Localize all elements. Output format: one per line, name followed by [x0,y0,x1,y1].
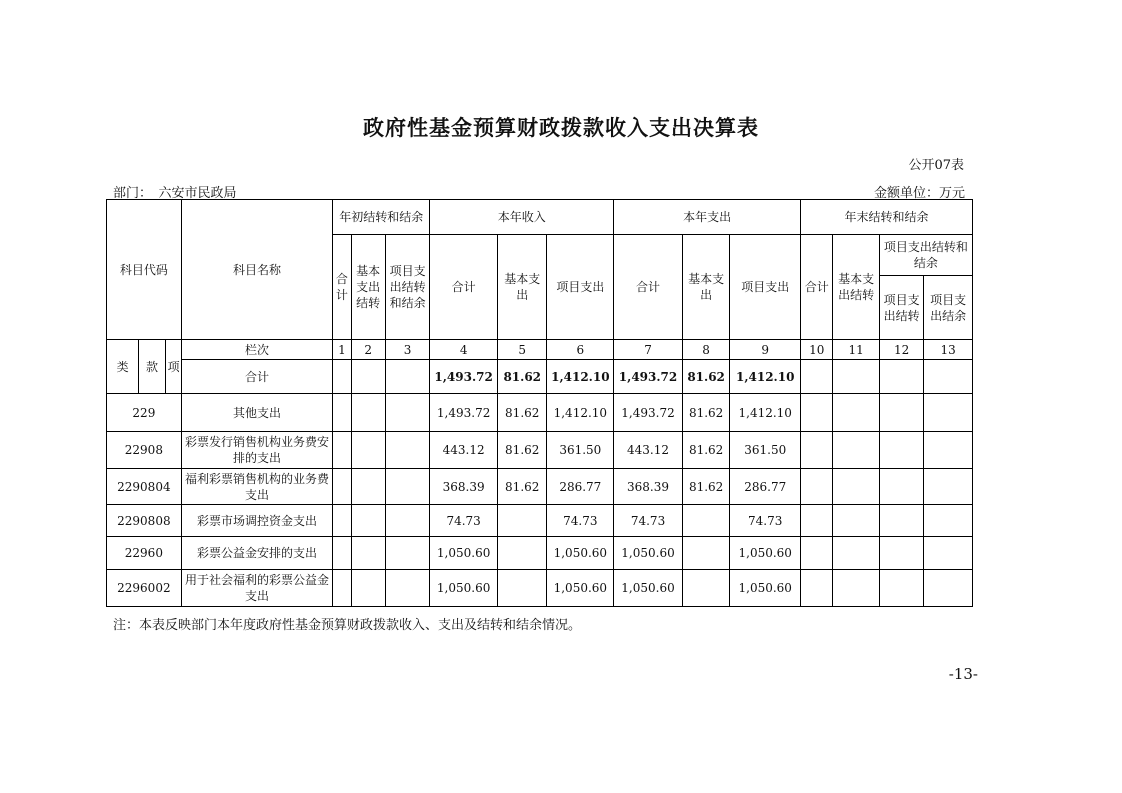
row-cell: 361.50 [547,432,614,469]
row-cell [351,505,385,537]
row-cell [833,469,879,505]
row-name: 其他支出 [181,394,333,432]
row-cell [682,570,729,607]
header-income-total: 合计 [430,235,498,340]
row-cell: 74.73 [430,505,498,537]
row-cell [333,469,351,505]
row-cell: 1,050.60 [547,537,614,570]
row-cell [351,469,385,505]
row-cell [385,394,429,432]
row-cell [333,505,351,537]
row-cell [879,537,923,570]
col-number: 2 [351,340,385,360]
total-cell: 81.62 [682,360,729,394]
row-cell [879,469,923,505]
row-cell: 1,493.72 [614,394,683,432]
row-name: 彩票发行销售机构业务费安排的支出 [181,432,333,469]
row-code: 22908 [107,432,182,469]
row-name: 用于社会福利的彩票公益金支出 [181,570,333,607]
header-kuan: 款 [139,340,165,394]
header-expense-group: 本年支出 [614,200,801,235]
row-cell [351,394,385,432]
row-cell: 81.62 [497,394,547,432]
row-cell: 1,050.60 [730,570,801,607]
header-code: 科目代码 [107,200,182,340]
row-cell: 1,050.60 [614,537,683,570]
row-cell: 443.12 [614,432,683,469]
row-cell [351,570,385,607]
row-cell [333,537,351,570]
row-cell [497,570,547,607]
amount-unit-label: 金额单位：万元 [873,186,965,201]
row-cell [801,432,833,469]
total-cell: 1,493.72 [430,360,498,394]
row-cell [801,505,833,537]
row-cell [924,432,973,469]
total-cell [879,360,923,394]
table-row [107,505,973,537]
col-number: 4 [430,340,498,360]
row-cell [879,505,923,537]
row-cell [924,537,973,570]
row-cell [801,394,833,432]
row-cell: 1,412.10 [547,394,614,432]
total-cell [351,360,385,394]
row-cell [879,394,923,432]
row-cell: 74.73 [547,505,614,537]
row-cell: 81.62 [682,432,729,469]
table-row [107,570,973,607]
row-cell: 286.77 [730,469,801,505]
row-cell: 1,050.60 [430,537,498,570]
row-cell: 81.62 [497,469,547,505]
total-cell: 81.62 [497,360,547,394]
row-cell: 81.62 [682,394,729,432]
row-cell: 286.77 [547,469,614,505]
total-cell [801,360,833,394]
page-number: -13- [948,665,978,683]
page-title: 政府性基金预算财政拨款收入支出决算表 [363,115,759,140]
header-end-project-group: 项目支出结转和结余 [879,235,972,276]
total-cell: 1,412.10 [730,360,801,394]
row-cell: 368.39 [614,469,683,505]
table-note: 注：本表反映部门本年度政府性基金预算财政拨款收入、支出及结转和结余情况。 [113,618,582,633]
row-cell: 1,050.60 [547,570,614,607]
budget-table [106,199,973,607]
col-number: 9 [730,340,801,360]
row-cell [833,432,879,469]
row-cell [385,469,429,505]
table-row [107,537,973,570]
header-begin-total: 合计 [333,235,351,340]
col-number: 5 [497,340,547,360]
row-cell [682,505,729,537]
table-row [107,394,973,432]
row-cell [801,570,833,607]
col-number: 3 [385,340,429,360]
row-cell: 1,050.60 [730,537,801,570]
row-cell: 1,050.60 [614,570,683,607]
total-cell [924,360,973,394]
row-cell: 81.62 [682,469,729,505]
col-number: 7 [614,340,683,360]
total-cell: 1,412.10 [547,360,614,394]
header-end-group: 年末结转和结余 [801,200,973,235]
header-begin-project-carry: 项目支出结转和结余 [385,235,429,340]
department-label: 部门： 六安市民政局 [113,186,237,201]
row-cell [801,537,833,570]
table-row [107,469,973,505]
header-lei: 类 [107,340,139,394]
row-cell [924,570,973,607]
header-begin-group: 年初结转和结余 [333,200,430,235]
row-cell [333,394,351,432]
row-code: 2290804 [107,469,182,505]
table-row [107,432,973,469]
row-cell [879,432,923,469]
row-cell [833,394,879,432]
row-cell [351,537,385,570]
total-cell [333,360,351,394]
header-income-basic: 基本支出 [497,235,547,340]
header-end-total: 合计 [801,235,833,340]
total-row [107,360,973,394]
row-cell [385,570,429,607]
total-cell [833,360,879,394]
header-end-project-carry: 项目支出结转 [879,276,923,340]
form-number: 公开07表 [908,158,964,173]
header-name: 科目名称 [181,200,333,340]
col-number: 12 [879,340,923,360]
row-cell [351,432,385,469]
total-cell: 1,493.72 [614,360,683,394]
row-cell: 368.39 [430,469,498,505]
row-cell [497,537,547,570]
row-cell: 1,493.72 [430,394,498,432]
col-number: 6 [547,340,614,360]
row-cell: 1,050.60 [430,570,498,607]
header-lanci: 栏次 [181,340,333,360]
row-cell [924,394,973,432]
row-cell: 1,412.10 [730,394,801,432]
row-code: 2290808 [107,505,182,537]
header-expense-project: 项目支出 [730,235,801,340]
row-cell [385,432,429,469]
col-number: 13 [924,340,973,360]
row-name: 彩票公益金安排的支出 [181,537,333,570]
row-cell [682,537,729,570]
row-cell [385,505,429,537]
header-income-project: 项目支出 [547,235,614,340]
row-cell [833,570,879,607]
row-code: 2296002 [107,570,182,607]
row-cell: 443.12 [430,432,498,469]
row-cell [385,537,429,570]
total-cell [385,360,429,394]
row-cell [497,505,547,537]
col-number: 10 [801,340,833,360]
row-cell [333,432,351,469]
row-cell: 361.50 [730,432,801,469]
header-end-project-surplus: 项目支出结余 [924,276,973,340]
row-cell: 81.62 [497,432,547,469]
header-end-basic-carry: 基本支出结转 [833,235,879,340]
header-begin-basic-carry: 基本支出结转 [351,235,385,340]
row-cell [833,505,879,537]
row-cell: 74.73 [614,505,683,537]
row-cell [924,505,973,537]
row-cell [833,537,879,570]
row-cell [333,570,351,607]
row-code: 22960 [107,537,182,570]
row-cell: 74.73 [730,505,801,537]
row-code: 229 [107,394,182,432]
col-number: 1 [333,340,351,360]
row-cell [801,469,833,505]
header-expense-basic: 基本支出 [682,235,729,340]
row-name: 福利彩票销售机构的业务费支出 [181,469,333,505]
col-number: 8 [682,340,729,360]
header-xiang: 项 [165,340,181,394]
col-number: 11 [833,340,879,360]
row-cell [924,469,973,505]
row-cell [879,570,923,607]
header-income-group: 本年收入 [430,200,614,235]
total-label: 合计 [181,360,333,394]
row-name: 彩票市场调控资金支出 [181,505,333,537]
header-expense-total: 合计 [614,235,683,340]
